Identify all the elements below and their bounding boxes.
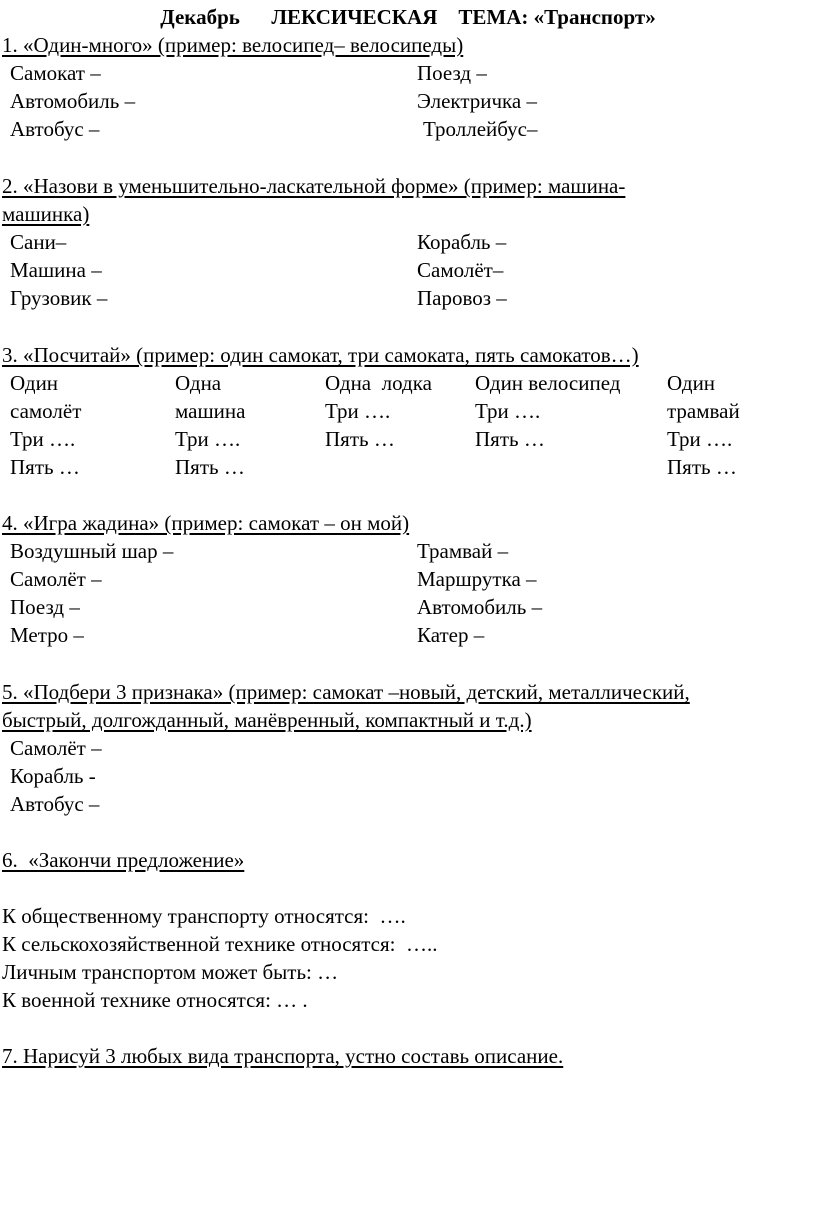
count-cell: Три …. bbox=[325, 399, 391, 423]
count-cell: самолёт bbox=[10, 399, 82, 423]
count-cell: Один велосипед bbox=[475, 371, 621, 395]
count-cell: Пять … bbox=[175, 455, 245, 479]
task4-left-item: Воздушный шар – bbox=[10, 539, 174, 563]
task1-left-item: Автобус – bbox=[10, 117, 100, 141]
count-cell: Один bbox=[667, 371, 716, 395]
task1-left-item: Самокат – bbox=[10, 61, 101, 85]
count-cell: Один bbox=[10, 371, 59, 395]
count-cell: Три …. bbox=[475, 399, 541, 423]
task6-sentence: К общественному транспорту относятся: …. bbox=[2, 904, 406, 928]
count-cell: Три …. bbox=[10, 427, 76, 451]
task7-heading: 7. Нарисуй 3 любых вида транспорта, устно составь описание. bbox=[2, 1044, 564, 1068]
task2-left-item: Машина – bbox=[10, 258, 102, 282]
task4-right-item: Автомобиль – bbox=[417, 595, 543, 619]
task4-left-item: Метро – bbox=[10, 623, 84, 647]
task2-right-item: Корабль – bbox=[417, 230, 507, 254]
task2-right-item: Паровоз – bbox=[417, 286, 507, 310]
task6-heading: 6. «Закончи предложение» bbox=[2, 848, 245, 872]
count-cell: машина bbox=[175, 399, 246, 423]
task4-right-item: Маршрутка – bbox=[417, 567, 537, 591]
task4-left-item: Самолёт – bbox=[10, 567, 102, 591]
task1-heading: 1. «Один-много» (пример: велосипед– велосипеды) bbox=[2, 33, 464, 57]
task2-left-item: Грузовик – bbox=[10, 286, 108, 310]
task2-heading: 2. «Назови в уменьшительно-ласкательной форме» (пример: машина- bbox=[2, 174, 626, 198]
task5-heading: 5. «Подбери 3 признака» (пример: самокат –новый, детский, металлический, bbox=[2, 680, 690, 704]
task4-right-item: Катер – bbox=[417, 623, 485, 647]
count-cell: Пять … bbox=[325, 427, 395, 451]
page-title: Декабрь ЛЕКСИЧЕСКАЯ ТЕМА: «Транспорт» bbox=[160, 5, 656, 29]
task5-heading-continued: быстрый, долгожданный, манёвренный, компактный и т.д.) bbox=[2, 708, 532, 732]
task6-sentence: Личным транспортом может быть: … bbox=[2, 960, 339, 984]
task5-item: Автобус – bbox=[10, 792, 100, 816]
task1-right-item: Электричка – bbox=[417, 89, 538, 113]
count-cell: Три …. bbox=[667, 427, 733, 451]
task5-item: Самолёт – bbox=[10, 736, 102, 760]
task4-left-item: Поезд – bbox=[10, 595, 80, 619]
task5-item: Корабль - bbox=[10, 764, 96, 788]
task3-heading: 3. «Посчитай» (пример: один самокат, три самоката, пять самокатов…) bbox=[2, 343, 639, 367]
task2-left-item: Сани– bbox=[10, 230, 67, 254]
task2-right-item: Самолёт– bbox=[417, 258, 504, 282]
count-cell: Одна bbox=[175, 371, 222, 395]
count-cell: Пять … bbox=[475, 427, 545, 451]
task6-sentence: К сельскохозяйственной технике относятся: ….. bbox=[2, 932, 438, 956]
task2-heading-continued: машинка) bbox=[2, 202, 90, 226]
task1-right-item: Поезд – bbox=[417, 61, 487, 85]
count-cell: Три …. bbox=[175, 427, 241, 451]
count-cell: Пять … bbox=[667, 455, 737, 479]
task4-right-item: Трамвай – bbox=[417, 539, 509, 563]
count-cell: Одна лодка bbox=[325, 371, 432, 395]
task1-right-item: Троллейбус– bbox=[423, 117, 538, 141]
task4-heading: 4. «Игра жадина» (пример: самокат – он мой) bbox=[2, 511, 410, 535]
count-cell: трамвай bbox=[667, 399, 740, 423]
task6-sentence: К военной технике относятся: … . bbox=[2, 988, 308, 1012]
task1-left-item: Автомобиль – bbox=[10, 89, 136, 113]
count-cell: Пять … bbox=[10, 455, 80, 479]
